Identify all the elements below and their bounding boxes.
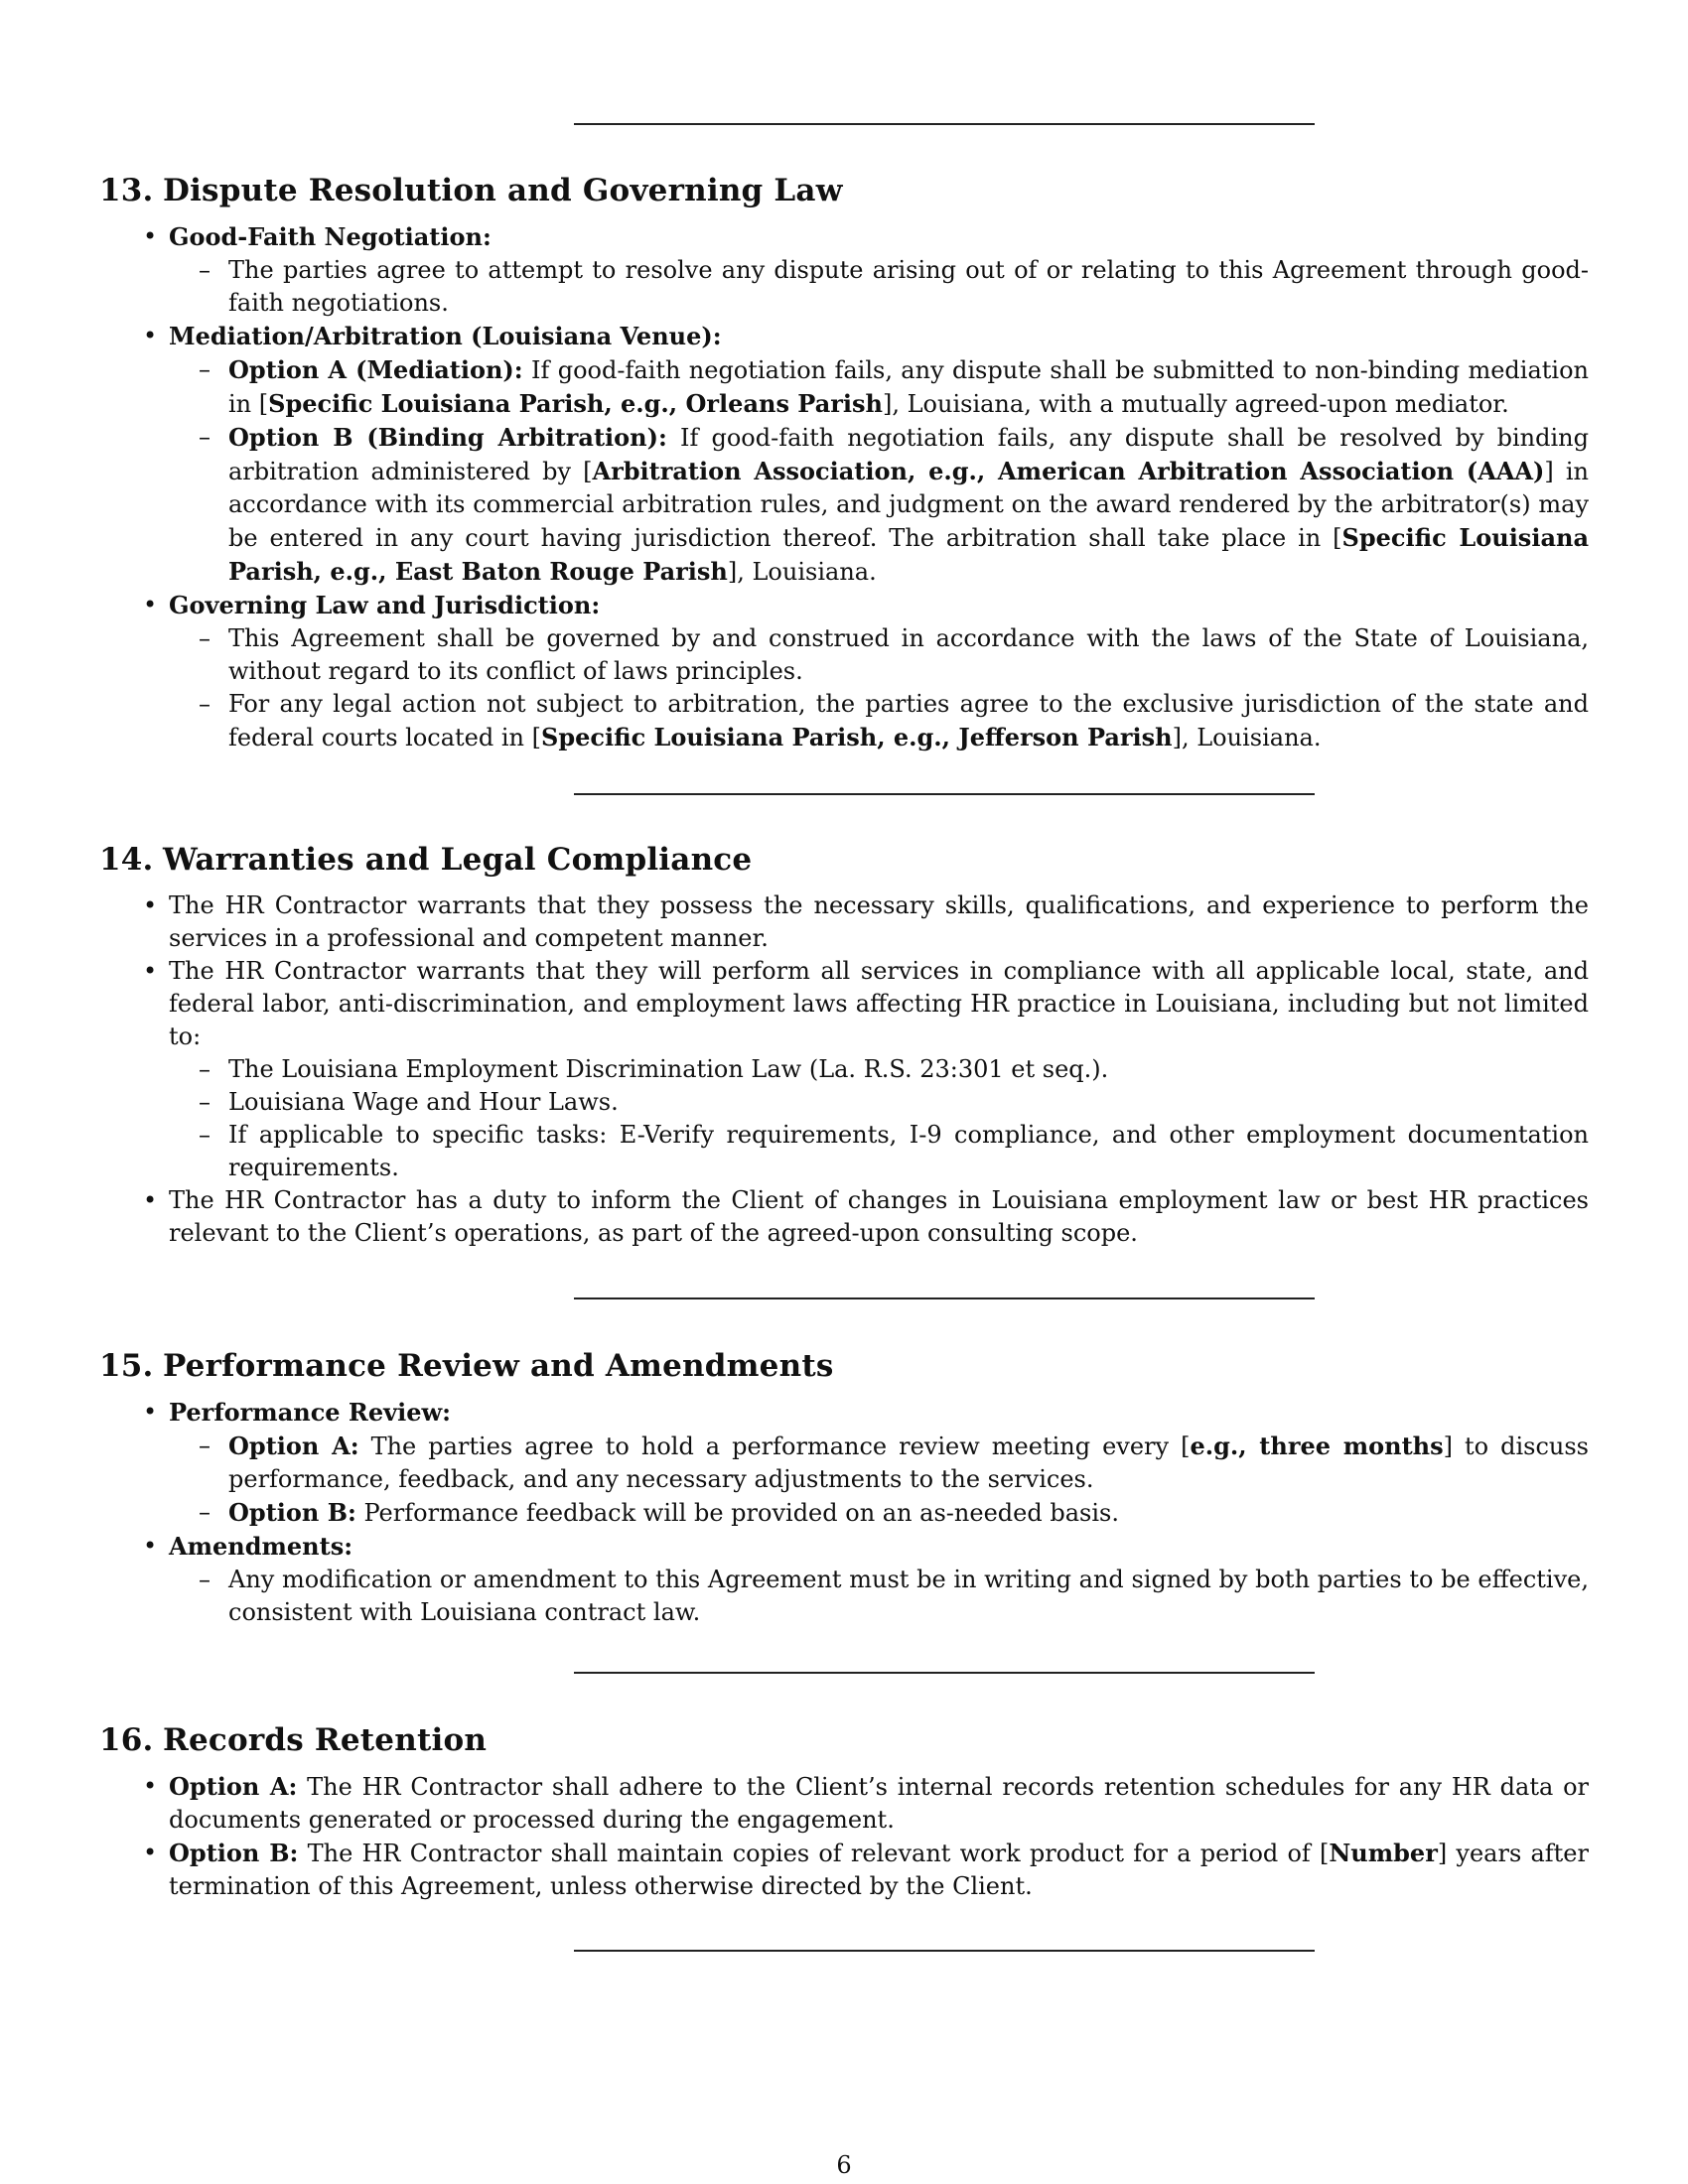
list-item bbox=[143, 1396, 1589, 1530]
sub-item bbox=[199, 688, 1589, 754]
sub-list bbox=[169, 1430, 1589, 1530]
bullet-list bbox=[99, 1396, 1589, 1629]
sub-item-text: Louisiana Wage and Hour Laws. bbox=[228, 1088, 619, 1116]
section-15 bbox=[99, 1346, 1589, 1629]
item-text: ] years after termination of this Agreement, unless otherwise directed by the Client. bbox=[169, 1840, 1589, 1900]
placeholder-text: Number bbox=[1329, 1839, 1438, 1867]
dash-icon: – bbox=[199, 1121, 211, 1149]
bullet-icon: • bbox=[143, 891, 158, 919]
bullet-icon: • bbox=[143, 591, 158, 618]
sub-item-text: The Louisiana Employment Discrimination Law (La. R.S. 23:301 et seq.). bbox=[228, 1055, 1109, 1083]
sub-item bbox=[199, 1496, 1589, 1530]
sub-list bbox=[169, 1053, 1589, 1184]
section-heading bbox=[99, 171, 1589, 210]
list-item bbox=[143, 1184, 1589, 1250]
item-text: The HR Contractor has a duty to inform the Client of changes in Louisiana employment law or best HR practices relevant to the Client’s operations, as part of the agreed-upon consulting scope. bbox=[169, 1186, 1589, 1247]
sub-item bbox=[199, 254, 1589, 320]
dash-icon: – bbox=[199, 1566, 211, 1593]
bullet-icon: • bbox=[143, 1839, 158, 1866]
item-text: The HR Contractor warrants that they possess the necessary skills, qualifications, and experience to perform the services in a professional and competent manner. bbox=[169, 891, 1589, 952]
placeholder-text: Arbitration Association, e.g., American Arbitration Association (AAA) bbox=[592, 457, 1545, 485]
list-item bbox=[143, 1530, 1589, 1629]
list-item bbox=[143, 1770, 1590, 1837]
sub-item-text: If good-faith negotiation fails, any dispute shall be resolved by binding arbitration administered by [ bbox=[228, 424, 1590, 485]
sub-item-text: The parties agree to attempt to resolve any dispute arising out of or relating to this Agreement through good-faith negotiations. bbox=[228, 256, 1589, 317]
sub-list bbox=[169, 622, 1589, 754]
list-item bbox=[143, 1837, 1589, 1903]
option-label: Option A: bbox=[228, 1432, 359, 1460]
sub-item bbox=[199, 622, 1589, 688]
sub-item-text: Performance feedback will be provided on an as-needed basis. bbox=[355, 1499, 1119, 1527]
document-page bbox=[99, 0, 1589, 2184]
sub-item bbox=[199, 421, 1590, 589]
list-item bbox=[143, 955, 1589, 1184]
horizontal-rule bbox=[574, 793, 1315, 795]
section-heading bbox=[99, 840, 1589, 880]
placeholder-text: Specific Louisiana Parish, e.g., Orleans Parish bbox=[268, 389, 883, 418]
bullet-icon: • bbox=[143, 1772, 158, 1800]
bullet-list bbox=[99, 1770, 1589, 1903]
horizontal-rule bbox=[574, 1950, 1315, 1952]
placeholder-text: Specific Louisiana Parish, e.g., Jefferson Parish bbox=[541, 723, 1173, 751]
item-heading: Good-Faith Negotiation: bbox=[169, 222, 492, 251]
dash-icon: – bbox=[199, 624, 211, 652]
item-text: The HR Contractor shall adhere to the Client’s internal records retention schedules for any HR data or documents generated or processed during the engagement. bbox=[169, 1773, 1590, 1834]
sub-item bbox=[199, 1053, 1589, 1086]
bullet-list bbox=[99, 220, 1589, 754]
section-14 bbox=[99, 840, 1589, 1250]
section-number: 13. bbox=[99, 173, 154, 208]
sub-item-text: ] in accordance with its commercial arbitration rules, and judgment on the award rendered by the arbitrator(s) may be entered in any court having jurisdiction thereof. The arbitration shall take place in [ bbox=[228, 458, 1589, 552]
list-item bbox=[143, 589, 1589, 754]
option-label: Option B: bbox=[169, 1839, 299, 1867]
dash-icon: – bbox=[199, 256, 211, 284]
section-title: Performance Review and Amendments bbox=[163, 1348, 834, 1384]
sub-item bbox=[199, 353, 1589, 421]
placeholder-text: Specific Louisiana Parish, e.g., East Baton Rouge Parish bbox=[228, 523, 1589, 586]
section-heading bbox=[99, 1346, 1589, 1386]
section-title: Records Retention bbox=[163, 1722, 488, 1758]
horizontal-rule bbox=[574, 123, 1315, 125]
sub-item-text: The parties agree to hold a performance review meeting every [ bbox=[358, 1433, 1191, 1460]
section-title: Dispute Resolution and Governing Law bbox=[163, 173, 843, 208]
sub-item-text: ], Louisiana. bbox=[1172, 724, 1322, 751]
section-title: Warranties and Legal Compliance bbox=[163, 842, 753, 878]
sub-item-text: ], Louisiana. bbox=[727, 558, 877, 586]
horizontal-rule bbox=[574, 1297, 1315, 1299]
item-heading: Performance Review: bbox=[169, 1398, 451, 1427]
dash-icon: – bbox=[199, 355, 211, 383]
placeholder-text: e.g., three months bbox=[1190, 1432, 1444, 1460]
sub-item-text: Any modification or amendment to this Agreement must be in writing and signed by both parties to be effective, consistent with Louisiana contract law. bbox=[228, 1566, 1589, 1626]
dash-icon: – bbox=[199, 1432, 211, 1459]
sub-item bbox=[199, 1086, 1589, 1119]
dash-icon: – bbox=[199, 423, 211, 451]
bullet-icon: • bbox=[143, 957, 158, 985]
item-heading: Governing Law and Jurisdiction: bbox=[169, 591, 601, 619]
sub-item bbox=[199, 1119, 1589, 1184]
list-item bbox=[143, 889, 1589, 955]
item-text: The HR Contractor shall maintain copies of relevant work product for a period of [ bbox=[298, 1840, 1330, 1867]
bullet-icon: • bbox=[143, 222, 158, 250]
section-number: 14. bbox=[99, 842, 154, 878]
sub-item-text: If applicable to specific tasks: E-Verify requirements, I-9 compliance, and other employment documentation requirements. bbox=[228, 1121, 1589, 1181]
bullet-icon: • bbox=[143, 1398, 158, 1426]
item-heading: Amendments: bbox=[169, 1532, 353, 1561]
sub-item-text: ], Louisiana, with a mutually agreed-upon mediator. bbox=[882, 390, 1509, 418]
item-text: The HR Contractor warrants that they will perform all services in compliance with all applicable local, state, and federal labor, anti-discrimination, and employment laws affecting HR practice in Louisiana, including but not limited to: bbox=[169, 957, 1589, 1050]
sub-item-text: If good-faith negotiation fails, any dispute shall be submitted to non-binding mediation in [ bbox=[228, 356, 1589, 418]
horizontal-rule bbox=[574, 1672, 1315, 1674]
section-number: 16. bbox=[99, 1722, 154, 1758]
dash-icon: – bbox=[199, 1088, 211, 1116]
sub-list bbox=[169, 1564, 1589, 1629]
bullet-icon: • bbox=[143, 1532, 158, 1560]
section-number: 15. bbox=[99, 1348, 154, 1384]
sub-item-text: ] to discuss performance, feedback, and any necessary adjustments to the services. bbox=[228, 1433, 1589, 1493]
sub-item bbox=[199, 1430, 1589, 1496]
bullet-list bbox=[99, 889, 1589, 1250]
sub-list bbox=[169, 254, 1589, 320]
section-16 bbox=[99, 1720, 1589, 1903]
option-label: Option B (Binding Arbitration): bbox=[228, 423, 667, 452]
bullet-icon: • bbox=[143, 1186, 158, 1214]
section-13 bbox=[99, 171, 1589, 754]
list-item bbox=[143, 220, 1589, 320]
item-heading: Mediation/Arbitration (Louisiana Venue): bbox=[169, 322, 722, 350]
list-item bbox=[143, 320, 1590, 589]
option-label: Option A: bbox=[169, 1772, 298, 1801]
sub-item-text: For any legal action not subject to arbitration, the parties agree to the exclusive jurisdiction of the state and federal courts located in [ bbox=[228, 690, 1589, 751]
bullet-icon: • bbox=[143, 322, 158, 349]
section-heading bbox=[99, 1720, 1589, 1760]
dash-icon: – bbox=[199, 690, 211, 718]
dash-icon: – bbox=[199, 1055, 211, 1083]
sub-list bbox=[169, 353, 1589, 589]
page-number: 6 bbox=[836, 2151, 852, 2179]
dash-icon: – bbox=[199, 1498, 211, 1526]
sub-item-text: This Agreement shall be governed by and construed in accordance with the laws of the State of Louisiana, without regard to its conflict of laws principles. bbox=[228, 624, 1589, 685]
sub-item bbox=[199, 1564, 1589, 1629]
option-label: Option B: bbox=[228, 1498, 356, 1527]
option-label: Option A (Mediation): bbox=[228, 355, 523, 384]
